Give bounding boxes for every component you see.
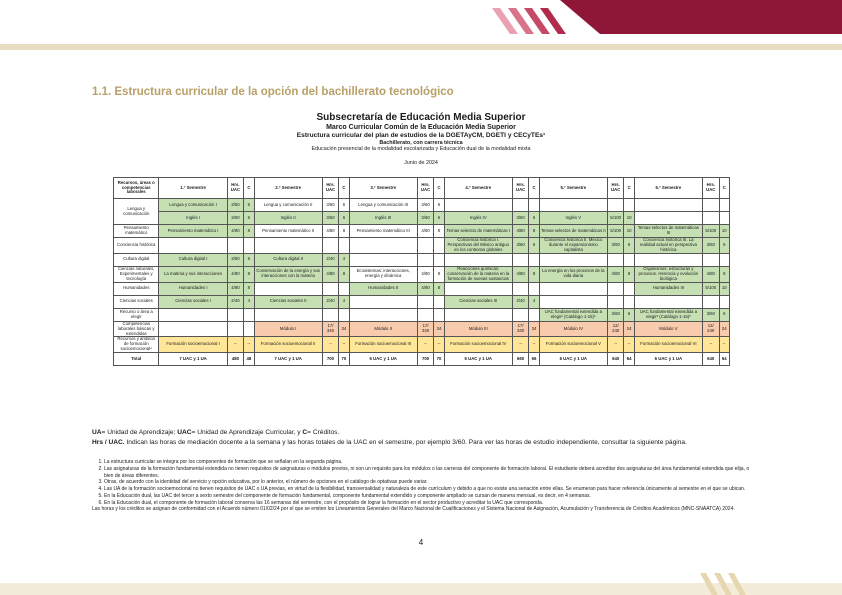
hours-cell: 17/ 340: [512, 321, 529, 337]
hours-cell: 2/40: [322, 295, 339, 308]
hours-cell: --: [227, 337, 244, 353]
hours-cell: --: [512, 337, 529, 353]
area-cell: Competencias laborales básicas y extendidas: [114, 321, 159, 337]
hours-cell: 5/100: [607, 212, 624, 225]
credits-cell: 24: [719, 321, 729, 337]
hours-cell: 4/80: [227, 225, 244, 238]
credits-cell: 10: [624, 225, 634, 238]
subject-cell: Temas selectos de matemáticas I: [444, 225, 512, 238]
subject-cell: 7 UAC y 1 UA: [159, 353, 227, 366]
subject-cell: Módulo IV: [539, 321, 607, 337]
area-cell: Total: [114, 353, 159, 366]
footnote-list: [92, 459, 752, 506]
page-number: 4: [418, 538, 424, 547]
hours-cell: 3/60: [607, 308, 624, 321]
subject-cell: 6 UAC y 1 UA: [349, 353, 417, 366]
col-header-hrs: Hrs. UAC: [702, 178, 719, 199]
hours-cell: [227, 238, 244, 254]
credits-cell: 8: [434, 266, 444, 282]
hours-cell: 3/60: [512, 238, 529, 254]
subject-cell: Formación socioemocional I: [159, 337, 227, 353]
subject-cell: Temas selectos de matemáticas II: [539, 225, 607, 238]
credits-cell: [529, 253, 539, 266]
col-header-hrs: Hrs. UAC: [512, 178, 529, 199]
top-decorative-band: [0, 0, 842, 60]
credits-cell: 8: [244, 266, 254, 282]
hours-cell: 700: [417, 353, 434, 366]
subject-cell: [159, 308, 227, 321]
hours-cell: 3/60: [702, 308, 719, 321]
hours-cell: [607, 282, 624, 295]
hours-cell: 4/80: [322, 266, 339, 282]
credits-cell: 70: [434, 353, 444, 366]
hours-cell: [512, 199, 529, 212]
subject-cell: [634, 295, 702, 308]
credits-cell: --: [244, 337, 254, 353]
legend-hrs-text: Indican las horas de mediación docente a la semana y las horas totales de la UAC en el semestre, por ejemplo 3/60. Para ver las horas de estudio independiente, consultar la siguiente página.: [124, 438, 687, 446]
hours-cell: [417, 295, 434, 308]
table-row: [114, 337, 730, 353]
subject-cell: Inglés V: [539, 212, 607, 225]
hours-cell: [417, 308, 434, 321]
subject-cell: Ecosistemas: interacciones, energía y dinámica: [349, 266, 417, 282]
subject-cell: Conciencia histórica III. La realidad actual en perspectiva histórica: [634, 238, 702, 254]
credits-cell: [434, 238, 444, 254]
hours-cell: [702, 253, 719, 266]
hours-cell: 4/80: [322, 225, 339, 238]
subject-cell: Formación socioemocional IV: [444, 337, 512, 353]
legend-hrs-key: Hrs / UAC.: [92, 438, 125, 446]
credits-cell: 6: [719, 238, 729, 254]
credits-cell: 66: [529, 353, 539, 366]
credits-cell: --: [719, 337, 729, 353]
subject-cell: Formación socioemocional II: [254, 337, 322, 353]
hours-cell: 4/80: [607, 266, 624, 282]
subject-cell: [349, 308, 417, 321]
top-red-bar: [560, 0, 842, 34]
hours-cell: 3/60: [227, 253, 244, 266]
hours-cell: 3/60: [227, 199, 244, 212]
subject-cell: [634, 212, 702, 225]
credits-cell: [339, 238, 349, 254]
header-line-3: Estructura curricular del plan de estudios de la DGETAyCM, DGETI y CECyTEs¹: [296, 131, 546, 139]
subject-cell: Formación socioemocional VI: [634, 337, 702, 353]
col-header-c: C: [529, 178, 539, 199]
subject-cell: [159, 321, 227, 337]
subject-cell: Temas selectos de matemáticas III: [634, 225, 702, 238]
hours-cell: 4/80: [417, 225, 434, 238]
hours-cell: 4/80: [227, 282, 244, 295]
credits-cell: --: [339, 337, 349, 353]
credits-cell: 4: [339, 253, 349, 266]
hours-cell: [322, 238, 339, 254]
hours-cell: [322, 308, 339, 321]
subject-cell: [539, 199, 607, 212]
hours-cell: [417, 238, 434, 254]
credits-cell: 8: [339, 266, 349, 282]
area-cell: Pensamiento matemático: [114, 225, 159, 238]
subject-cell: 6 UAC y 1 UA: [444, 353, 512, 366]
subject-cell: Formación socioemocional III: [349, 337, 417, 353]
subject-cell: Módulo V: [634, 321, 702, 337]
footnote-tail: Las horas y los créditos se asignan de conformidad con el Acuerdo número 01/02/24 por el que se emiten los Lineamientos Generales del Marco Nacional de Cualificaciones y el Sistema Nacional de Asignación, Acumulación y Transferencia de Créditos Académicos (MNC-SNAATCA) 2024.: [92, 506, 735, 513]
area-cell: Lengua y comunicación: [114, 199, 159, 225]
credits-cell: 6: [434, 199, 444, 212]
credits-cell: 34: [529, 321, 539, 337]
area-cell: Cultura digital: [114, 253, 159, 266]
hours-cell: [702, 212, 719, 225]
hours-cell: 5/100: [702, 282, 719, 295]
subject-cell: [159, 238, 227, 254]
credits-cell: 6: [624, 238, 634, 254]
area-cell: Ciencias naturales, Experimentales y tecnología: [114, 266, 159, 282]
table-row: [114, 199, 730, 212]
credits-cell: 8: [434, 225, 444, 238]
credits-cell: 6: [624, 308, 634, 321]
legend-line-2: [92, 438, 687, 448]
credits-cell: 4: [339, 295, 349, 308]
col-header-hrs: Hrs. UAC: [322, 178, 339, 199]
col-header-semester: 2.º Semestre: [254, 178, 322, 199]
subject-cell: Lengua y comunicación I: [159, 199, 227, 212]
hours-cell: [607, 199, 624, 212]
hours-cell: 12/ 240: [607, 321, 624, 337]
col-header-hrs: Hrs. UAC: [417, 178, 434, 199]
credits-cell: --: [624, 337, 634, 353]
credits-cell: [529, 199, 539, 212]
hours-cell: 12/ 240: [702, 321, 719, 337]
subject-cell: [634, 253, 702, 266]
hours-cell: 3/60: [417, 199, 434, 212]
subject-cell: Formación socioemocional V: [539, 337, 607, 353]
footnote-item: 1. La estructura curricular se integra por los componentes de formación que se señalan en la segunda página.: [104, 459, 752, 466]
credits-cell: [434, 308, 444, 321]
credits-cell: 6: [529, 238, 539, 254]
subject-cell: [444, 308, 512, 321]
col-header-c: C: [339, 178, 349, 199]
footnote-item: 4. Las UA de la formación socioemocional no tienen requisitos de UAC o UA previas, en virtud de la flexibilidad, transversalidad y naturaleza de este currículum y debido a que no existe una seriación entre ellas. Se enumeran para hacer referencia únicamente al semestre en el que se ubican.: [104, 486, 752, 493]
credits-cell: [339, 308, 349, 321]
credits-cell: 6: [719, 308, 729, 321]
hours-cell: 3/60: [227, 212, 244, 225]
hours-cell: --: [417, 337, 434, 353]
subject-cell: [634, 199, 702, 212]
hours-cell: [512, 253, 529, 266]
table-row: [114, 295, 730, 308]
subject-cell: Cultura digital I: [159, 253, 227, 266]
area-cell: Recurso o área a elegir: [114, 308, 159, 321]
col-header-semester: 4.º Semestre: [444, 178, 512, 199]
credits-cell: [529, 308, 539, 321]
subject-cell: [539, 295, 607, 308]
table-row: [114, 266, 730, 282]
subject-cell: 6 UAC y 1 UA: [634, 353, 702, 366]
table-row: [114, 238, 730, 254]
col-header-semester: 6.º Semestre: [634, 178, 702, 199]
subject-cell: [444, 253, 512, 266]
hours-cell: 4/80: [227, 266, 244, 282]
col-header-semester: 5.º Semestre: [539, 178, 607, 199]
hours-cell: 3/60: [607, 238, 624, 254]
credits-cell: 34: [339, 321, 349, 337]
header-line-5: Educación presencial de la modalidad escolarizada y Educación dual de la modalidad mixta: [311, 146, 531, 153]
credits-cell: 4: [529, 295, 539, 308]
legend-line-1: [92, 428, 687, 438]
hours-cell: --: [702, 337, 719, 353]
footnote-item: 6. En la Educación dual, el componente de formación laboral conserva las 16 semanas del semestre, con el propósito de lograr la formación en el sector productivo y acreditar la UAC que corresponda.: [104, 500, 752, 507]
hours-cell: 480: [227, 353, 244, 366]
subject-cell: 7 UAC y 1 UA: [254, 353, 322, 366]
table-row: [114, 212, 730, 225]
hours-cell: 17/ 340: [417, 321, 434, 337]
credits-cell: --: [434, 337, 444, 353]
hours-cell: [512, 282, 529, 295]
credits-cell: 8: [244, 225, 254, 238]
credits-cell: [624, 199, 634, 212]
col-header-hrs: Hrs. UAC: [607, 178, 624, 199]
subject-cell: [444, 282, 512, 295]
credits-cell: [434, 295, 444, 308]
footnote-item: 2. Las asignaturas de la formación fundamental extendida no tienen requisitos de asignaturas o módulos previos, ni son un requisito para los módulos o las carreras del componente de formación laboral. El estudiante deberá acreditar dos asignaturas del área fundamental extendida que elija, o bien de áreas diferentes.: [104, 466, 752, 480]
hours-cell: [227, 308, 244, 321]
top-gold-stripe: [0, 44, 842, 50]
hours-cell: 2/40: [227, 295, 244, 308]
credits-cell: [434, 253, 444, 266]
hours-cell: 2/40: [512, 295, 529, 308]
subject-cell: La energía en los procesos de la vida diaria: [539, 266, 607, 282]
hours-cell: 640: [607, 353, 624, 366]
hours-cell: 4/80: [512, 266, 529, 282]
credits-cell: [244, 238, 254, 254]
hours-cell: 5/100: [702, 225, 719, 238]
subject-cell: Humanidades I: [159, 282, 227, 295]
subject-cell: Ciencias sociales III: [444, 295, 512, 308]
subject-cell: Reacciones químicas: conservación de la materia en la formación de nuevas sustancias: [444, 266, 512, 282]
col-header-c: C: [719, 178, 729, 199]
hours-cell: 17/ 340: [322, 321, 339, 337]
legend-ua-key: UA: [92, 429, 102, 436]
legend-uac-key: UAC: [177, 429, 192, 436]
subject-cell: Conservación de la energía y sus interacciones con la materia: [254, 266, 322, 282]
hours-cell: [702, 295, 719, 308]
footnote-item: 5. En la Educación dual, las UAC del tercer a sexto semestre del componente de formación fundamental, componente fundamental extendido y componente ampliado se cursan de manera mensual, es decir, en 4 semanas.: [104, 493, 752, 500]
hours-cell: [607, 253, 624, 266]
hours-cell: [322, 282, 339, 295]
col-header-semester: 3.º Semestre: [349, 178, 417, 199]
area-cell: Conciencia histórica: [114, 238, 159, 254]
area-cell: Recursos y ámbitos de formación socioemocional⁴: [114, 337, 159, 353]
subject-cell: Inglés I: [159, 212, 227, 225]
subject-cell: Inglés II: [254, 212, 322, 225]
col-header-c: C: [244, 178, 254, 199]
hours-cell: [417, 253, 434, 266]
subject-cell: Humanidades II: [349, 282, 417, 295]
document-header: [113, 112, 729, 166]
subject-cell: La materia y sus interacciones: [159, 266, 227, 282]
hours-cell: 640: [702, 353, 719, 366]
credits-cell: 6: [529, 212, 539, 225]
hours-cell: 2/40: [322, 253, 339, 266]
credits-cell: [624, 282, 634, 295]
subject-cell: [254, 238, 322, 254]
header-line-4: Bachillerato, con carrera técnica: [379, 140, 463, 147]
subject-cell: Ciencias sociales I: [159, 295, 227, 308]
subject-cell: [254, 282, 322, 295]
col-header-c: C: [624, 178, 634, 199]
hours-cell: 4/80: [702, 266, 719, 282]
hours-cell: 4/80: [512, 225, 529, 238]
credits-cell: 8: [529, 266, 539, 282]
hours-cell: 3/60: [322, 212, 339, 225]
credits-cell: 8: [339, 225, 349, 238]
credits-cell: [719, 295, 729, 308]
credits-cell: 24: [624, 321, 634, 337]
legend-c-text: = Créditos.: [307, 429, 340, 436]
hours-cell: [607, 295, 624, 308]
hours-cell: 3/60: [702, 238, 719, 254]
credits-cell: 6: [244, 253, 254, 266]
credits-cell: [339, 282, 349, 295]
area-cell: Ciencias sociales: [114, 295, 159, 308]
hours-cell: 660: [512, 353, 529, 366]
subject-cell: Conciencia histórica II. México durante el expansionismo capitalista: [539, 238, 607, 254]
hours-cell: [702, 199, 719, 212]
credits-cell: --: [529, 337, 539, 353]
subject-cell: UAC fundamental extendida a elegir² (Catálogo 1-15)³: [634, 308, 702, 321]
credits-cell: [719, 212, 729, 225]
subject-cell: Módulo II: [349, 321, 417, 337]
col-header-c: C: [434, 178, 444, 199]
subject-cell: Inglés III: [349, 212, 417, 225]
hours-cell: 3/60: [512, 212, 529, 225]
legend: [92, 428, 687, 447]
subject-cell: Módulo III: [444, 321, 512, 337]
header-line-1: Subsecretaría de Educación Media Superior: [316, 112, 526, 123]
subject-cell: Humanidades III: [634, 282, 702, 295]
hours-cell: 4/80: [417, 282, 434, 295]
hours-cell: [512, 308, 529, 321]
header-line-2: Marco Curricular Común de la Educación Media Superior: [326, 123, 516, 131]
subject-cell: UAC fundamental extendida a elegir² (Catálogo 1-15)⁵: [539, 308, 607, 321]
table-row: [114, 225, 730, 238]
subject-cell: Conciencia histórica I. Perspectivas del México antiguo en los contextos globales: [444, 238, 512, 254]
hours-cell: --: [607, 337, 624, 353]
subject-cell: [539, 282, 607, 295]
table-row: [114, 353, 730, 366]
credits-cell: 64: [624, 353, 634, 366]
credits-cell: 6: [339, 212, 349, 225]
col-header-semester: 1.º Semestre: [159, 178, 227, 199]
credits-cell: 48: [244, 353, 254, 366]
table-row: [114, 321, 730, 337]
col-header-hrs: Hrs. UAC: [227, 178, 244, 199]
subject-cell: [444, 199, 512, 212]
credits-cell: [244, 308, 254, 321]
legend-ua-text: = Unidad de Aprendizaje;: [101, 429, 178, 436]
table-row: [114, 308, 730, 321]
section-title: 1.1. Estructura curricular de la opción del bachillerato tecnológico: [92, 86, 454, 98]
subject-cell: [349, 295, 417, 308]
subject-cell: [349, 253, 417, 266]
footnotes: [92, 459, 752, 513]
subject-cell: 6 UAC y 1 UA: [539, 353, 607, 366]
curriculum-table: [113, 177, 730, 366]
subject-cell: Pensamiento matemático III: [349, 225, 417, 238]
footnote-item: 3. Otras, de acuerdo con la identidad del servicio y opción educativa, por lo anterior, el número de opciones en el catálogo de optativas puede variar.: [104, 479, 752, 486]
credits-cell: [719, 199, 729, 212]
credits-cell: 8: [529, 225, 539, 238]
hours-cell: 3/60: [417, 212, 434, 225]
credits-cell: 8: [624, 266, 634, 282]
subject-cell: Ciencias sociales II: [254, 295, 322, 308]
credits-cell: 8: [244, 282, 254, 295]
credits-cell: [624, 295, 634, 308]
subject-cell: Lengua y comunicación III: [349, 199, 417, 212]
hours-cell: 700: [322, 353, 339, 366]
hours-cell: 3/60: [322, 199, 339, 212]
subject-cell: Cultura digital II: [254, 253, 322, 266]
subject-cell: Pensamiento matemático II: [254, 225, 322, 238]
credits-cell: [244, 321, 254, 337]
col-header-area: Recursos, áreas o competencias laborales: [114, 178, 159, 199]
credits-cell: 70: [339, 353, 349, 366]
subject-cell: [539, 253, 607, 266]
credits-cell: [624, 253, 634, 266]
credits-cell: 64: [719, 353, 729, 366]
credits-cell: [719, 253, 729, 266]
credits-cell: 6: [434, 212, 444, 225]
curriculum-table-body: [114, 178, 730, 366]
credits-cell: 10: [624, 212, 634, 225]
credits-cell: [529, 282, 539, 295]
subject-cell: Lengua y comunicación II: [254, 199, 322, 212]
subject-cell: Módulo I: [254, 321, 322, 337]
credits-cell: 6: [339, 199, 349, 212]
hours-cell: --: [322, 337, 339, 353]
header-date: Junio de 2024: [404, 159, 438, 166]
credits-cell: 6: [244, 212, 254, 225]
credits-cell: 10: [719, 225, 729, 238]
subject-cell: [349, 238, 417, 254]
bottom-decorative-band: [0, 565, 842, 595]
hours-cell: [227, 321, 244, 337]
table-row: [114, 253, 730, 266]
hours-cell: 5/100: [607, 225, 624, 238]
subject-cell: [254, 308, 322, 321]
legend-c-key: C: [302, 429, 308, 436]
table-row: [114, 282, 730, 295]
table-header-row: [114, 178, 730, 199]
credits-cell: 8: [719, 266, 729, 282]
credits-cell: 10: [719, 282, 729, 295]
area-cell: Humanidades: [114, 282, 159, 295]
credits-cell: 34: [434, 321, 444, 337]
subject-cell: Pensamiento matemático I: [159, 225, 227, 238]
credits-cell: 4: [244, 295, 254, 308]
credits-cell: 8: [434, 282, 444, 295]
legend-uac-text: = Unidad de Aprendizaje Curricular, y: [191, 429, 303, 436]
hours-cell: 4/80: [417, 266, 434, 282]
subject-cell: Inglés IV: [444, 212, 512, 225]
credits-cell: 6: [244, 199, 254, 212]
subject-cell: Organismos: estructuras y procesos. Herencia y evolución biológica: [634, 266, 702, 282]
